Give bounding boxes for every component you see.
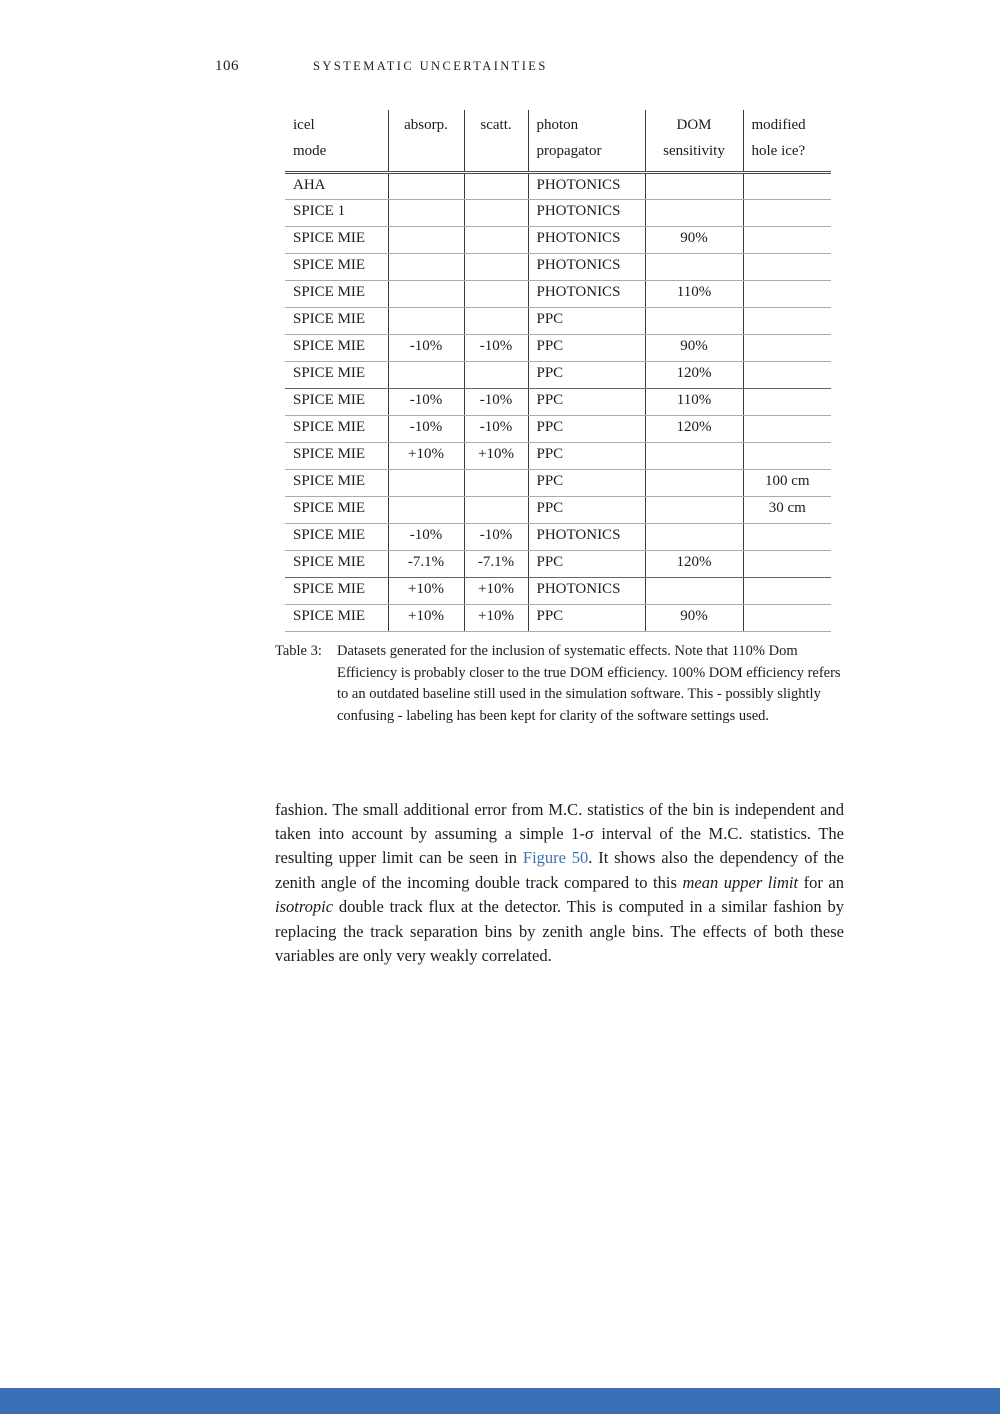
table-cell: PPC — [528, 334, 645, 361]
table-cell — [388, 199, 464, 226]
table-cell: 120% — [645, 361, 743, 388]
table-cell: PHOTONICS — [528, 253, 645, 280]
table-cell: -7.1% — [464, 550, 528, 577]
running-header — [215, 58, 548, 75]
table-cell: SPICE MIE — [285, 442, 388, 469]
table-cell: -10% — [388, 415, 464, 442]
table-cell: SPICE 1 — [285, 199, 388, 226]
table-cell — [388, 361, 464, 388]
body-text-segment: double track flux at the detector. This is computed in a similar fashion by replacing the track separation bins by zenith angle bins. The effects of both these variables are only very weakly correlated. — [275, 897, 844, 965]
table-row — [285, 388, 831, 415]
table-cell: SPICE MIE — [285, 253, 388, 280]
table-cell: PHOTONICS — [528, 199, 645, 226]
col-header-photon-propagator: photon propagator — [528, 110, 645, 172]
datasets-table-container — [285, 110, 831, 632]
table-cell: 110% — [645, 388, 743, 415]
bottom-bar — [0, 1388, 1000, 1414]
table-row — [285, 604, 831, 631]
table-cell: SPICE MIE — [285, 577, 388, 604]
chapter-title: SYSTEMATIC UNCERTAINTIES — [313, 59, 548, 73]
table-row — [285, 199, 831, 226]
table-cell: SPICE MIE — [285, 523, 388, 550]
table-cell — [464, 172, 528, 199]
body-text-segment: mean upper limit — [682, 872, 799, 892]
table-cell — [645, 469, 743, 496]
body-paragraph — [275, 798, 844, 969]
table-cell: PPC — [528, 550, 645, 577]
table-cell — [743, 442, 831, 469]
table-cell: PHOTONICS — [528, 280, 645, 307]
table-cell: SPICE MIE — [285, 469, 388, 496]
table-cell: PHOTONICS — [528, 226, 645, 253]
table-cell — [464, 469, 528, 496]
table-cell: SPICE MIE — [285, 388, 388, 415]
table-cell: 110% — [645, 280, 743, 307]
table-cell: PPC — [528, 415, 645, 442]
table-caption — [275, 641, 845, 727]
datasets-table — [285, 110, 831, 632]
table-row — [285, 496, 831, 523]
table-cell: SPICE MIE — [285, 280, 388, 307]
table-row — [285, 172, 831, 199]
caption-label: Table 3: — [275, 643, 322, 659]
table-cell: 90% — [645, 604, 743, 631]
table-cell — [464, 496, 528, 523]
table-cell — [743, 226, 831, 253]
table-row — [285, 334, 831, 361]
table-cell: PHOTONICS — [528, 577, 645, 604]
table-cell — [743, 388, 831, 415]
table-cell: 30 cm — [743, 496, 831, 523]
table-cell: SPICE MIE — [285, 550, 388, 577]
table-cell: PPC — [528, 388, 645, 415]
table-row — [285, 469, 831, 496]
table-header — [285, 110, 831, 172]
table-body — [285, 172, 831, 631]
table-cell — [743, 334, 831, 361]
table-cell: -10% — [388, 388, 464, 415]
table-row — [285, 442, 831, 469]
table-cell: -10% — [464, 415, 528, 442]
table-cell: +10% — [388, 604, 464, 631]
table-cell: PPC — [528, 604, 645, 631]
table-cell: 90% — [645, 334, 743, 361]
table-cell: PPC — [528, 307, 645, 334]
table-cell: PPC — [528, 469, 645, 496]
table-cell: 120% — [645, 415, 743, 442]
table-cell — [645, 496, 743, 523]
table-cell: -10% — [388, 523, 464, 550]
col-header-scatt: scatt. — [464, 110, 528, 172]
table-cell — [743, 550, 831, 577]
table-cell — [743, 172, 831, 199]
table-cell — [743, 253, 831, 280]
table-cell: PPC — [528, 442, 645, 469]
table-cell — [464, 253, 528, 280]
col-header-modified-hole-ice: modified hole ice? — [743, 110, 831, 172]
table-cell — [645, 253, 743, 280]
table-cell: 100 cm — [743, 469, 831, 496]
table-cell: -10% — [464, 388, 528, 415]
table-cell — [743, 577, 831, 604]
table-cell: SPICE MIE — [285, 361, 388, 388]
table-cell: -10% — [388, 334, 464, 361]
table-cell — [388, 496, 464, 523]
table-cell: SPICE MIE — [285, 226, 388, 253]
table-cell — [388, 226, 464, 253]
table-row — [285, 226, 831, 253]
table-cell — [743, 523, 831, 550]
table-cell — [464, 361, 528, 388]
table-cell: AHA — [285, 172, 388, 199]
body-text-segment: isotropic — [275, 897, 334, 917]
table-cell — [464, 280, 528, 307]
table-cell: PPC — [528, 361, 645, 388]
body-text-segment: fashion. The small additional error from M.C. statistics of the bin is independent and taken into account by assuming a simple 1-σ interval of the M.C. statistics. The resulting upper limit can be seen in — [275, 799, 844, 868]
body-text-segment: for an — [798, 872, 844, 892]
table-cell: SPICE MIE — [285, 415, 388, 442]
table-cell — [743, 199, 831, 226]
table-cell: +10% — [464, 442, 528, 469]
table-cell: -7.1% — [388, 550, 464, 577]
table-cell — [388, 172, 464, 199]
table-cell: +10% — [388, 577, 464, 604]
col-header-absorp: absorp. — [388, 110, 464, 172]
table-cell — [464, 226, 528, 253]
figure-50-link[interactable]: Figure 50 — [522, 848, 589, 868]
table-cell: SPICE MIE — [285, 496, 388, 523]
body-text-segment: . It shows also the dependency of the zenith angle of the incoming double track compared to this — [275, 848, 844, 892]
caption-text: Datasets generated for the inclusion of systematic effects. Note that 110% Dom Efficiency is probably closer to the true DOM efficiency. 100% DOM efficiency refers to an outdated baseline still used in the simulation software. This - possibly slightly confusing - labeling has been kept for clarity of the software settings used. — [337, 643, 841, 724]
table-cell — [645, 523, 743, 550]
table-cell — [388, 469, 464, 496]
col-header-icel-mode: icel mode — [285, 110, 388, 172]
table-cell: SPICE MIE — [285, 334, 388, 361]
table-row — [285, 307, 831, 334]
table-cell — [743, 361, 831, 388]
table-cell: +10% — [388, 442, 464, 469]
table-row — [285, 550, 831, 577]
table-cell — [388, 280, 464, 307]
table-row — [285, 253, 831, 280]
table-row — [285, 280, 831, 307]
table-cell: -10% — [464, 334, 528, 361]
table-cell — [645, 172, 743, 199]
table-cell: -10% — [464, 523, 528, 550]
table-cell: PHOTONICS — [528, 523, 645, 550]
table-cell — [645, 442, 743, 469]
table-cell — [464, 199, 528, 226]
table-cell: SPICE MIE — [285, 307, 388, 334]
table-cell: 90% — [645, 226, 743, 253]
page-number: 106 — [215, 58, 239, 74]
table-cell: +10% — [464, 604, 528, 631]
table-cell — [743, 415, 831, 442]
table-cell — [388, 307, 464, 334]
table-cell: +10% — [464, 577, 528, 604]
table-cell — [743, 280, 831, 307]
table-cell — [645, 199, 743, 226]
table-row — [285, 415, 831, 442]
table-cell — [388, 253, 464, 280]
table-row — [285, 577, 831, 604]
table-cell: 120% — [645, 550, 743, 577]
table-cell: SPICE MIE — [285, 604, 388, 631]
col-header-dom-sensitivity: DOM sensitivity — [645, 110, 743, 172]
table-cell: PHOTONICS — [528, 172, 645, 199]
table-cell — [645, 577, 743, 604]
table-cell: PPC — [528, 496, 645, 523]
table-cell — [743, 604, 831, 631]
table-cell — [743, 307, 831, 334]
table-row — [285, 523, 831, 550]
table-cell — [464, 307, 528, 334]
table-row — [285, 361, 831, 388]
table-cell — [645, 307, 743, 334]
